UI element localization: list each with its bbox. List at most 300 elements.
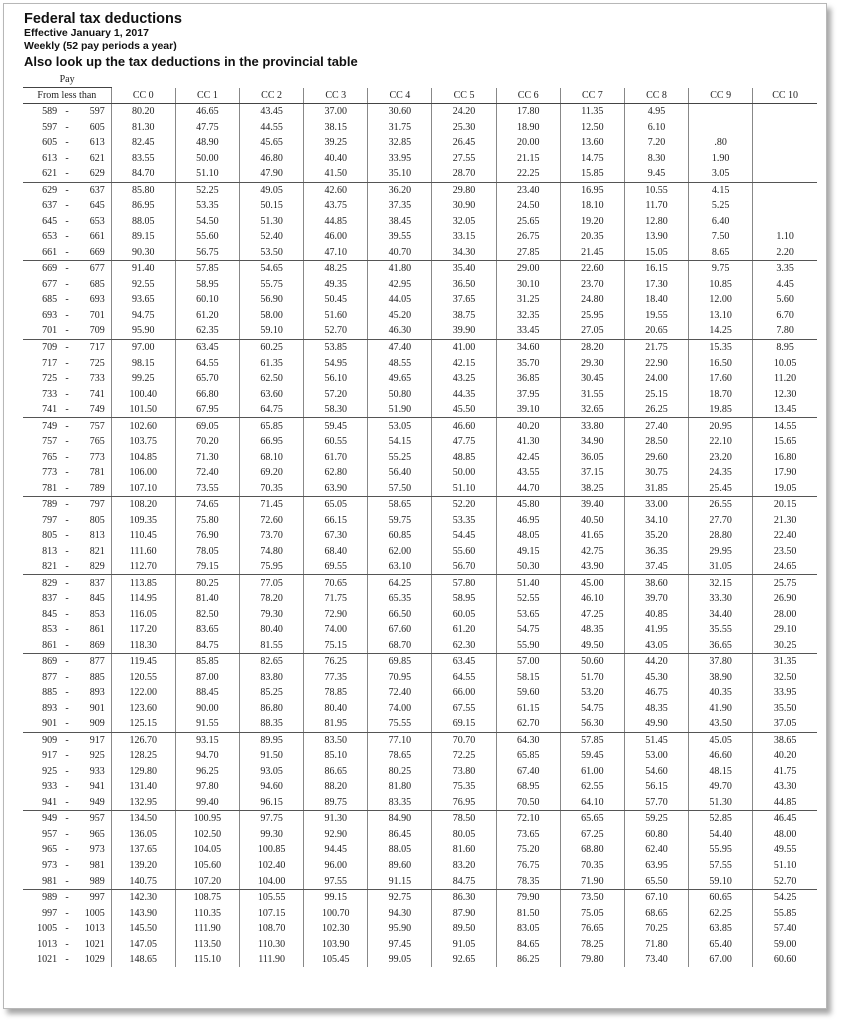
range-separator: - [65, 671, 69, 683]
deduction-cell-cc0: 88.05 [111, 214, 175, 230]
range-separator: - [65, 765, 69, 777]
table-row [23, 229, 817, 245]
deduction-cell-cc8: 12.80 [624, 214, 688, 230]
range-separator: - [65, 923, 69, 935]
deduction-cell-cc7: 39.40 [560, 496, 624, 512]
deduction-cell-cc1: 73.55 [175, 480, 239, 496]
deduction-cell-cc9: 37.80 [689, 654, 753, 670]
pay-from-cell: 645 [42, 215, 58, 227]
deduction-cell-cc4: 91.15 [368, 873, 432, 889]
deduction-cell-cc0: 93.65 [111, 292, 175, 308]
pay-from-cell: 1021 [37, 954, 58, 966]
pay-from-cell: 981 [23, 873, 59, 889]
deduction-cell-cc7: 41.65 [560, 528, 624, 544]
deduction-cell-cc8: 40.85 [624, 607, 688, 623]
pay-from-cell: 941 [23, 795, 59, 811]
pay-from-cell: 909 [42, 734, 58, 746]
deduction-cell-cc5: 44.35 [432, 386, 496, 402]
pay-less-than-cell: 709 [75, 323, 111, 339]
table-row [23, 701, 817, 717]
deduction-cell-cc0: 126.70 [111, 732, 175, 748]
deduction-cell-cc10: 14.55 [753, 418, 817, 434]
deduction-cell-cc6: 36.85 [496, 371, 560, 387]
deduction-cell-cc6: 45.80 [496, 496, 560, 512]
deduction-cell-cc9: 57.55 [689, 858, 753, 874]
deduction-cell-cc5: 33.15 [432, 229, 496, 245]
deduction-cell-cc5: 45.50 [432, 402, 496, 418]
deduction-cell-cc9: 32.15 [689, 575, 753, 591]
deduction-cell-cc0: 81.30 [111, 120, 175, 136]
deduction-cell-cc7: 49.50 [560, 638, 624, 654]
deduction-cell-cc6: 83.05 [496, 921, 560, 937]
deduction-cell-cc6: 32.35 [496, 308, 560, 324]
pay-from-cell: 765 [42, 451, 58, 463]
range-separator: - [65, 467, 69, 479]
deduction-cell-cc9: 40.35 [689, 685, 753, 701]
column-header-cc10: CC 10 [753, 88, 817, 104]
deduction-cell-cc1: 55.60 [175, 229, 239, 245]
deduction-cell-cc3: 85.10 [304, 748, 368, 764]
deduction-cell-cc1: 83.65 [175, 622, 239, 638]
table-row [23, 402, 817, 418]
deduction-cell-cc9: 65.40 [689, 936, 753, 952]
deduction-cell-cc0: 116.05 [111, 607, 175, 623]
deduction-cell-cc10: 23.50 [753, 543, 817, 559]
pay-from-cell: 1013 [37, 938, 58, 950]
table-row [23, 120, 817, 136]
deduction-cell-cc6: 33.45 [496, 323, 560, 339]
pay-less-than-cell: 1013 [84, 923, 105, 935]
deduction-cell-cc5: 51.10 [432, 480, 496, 496]
pay-from-cell: 861 [23, 638, 59, 654]
deduction-cell-cc5: 36.50 [432, 277, 496, 293]
deduction-cell-cc7: 32.65 [560, 402, 624, 418]
deduction-cell-cc0: 101.50 [111, 402, 175, 418]
deduction-cell-cc9: 45.05 [689, 732, 753, 748]
deduction-cell-cc6: 75.20 [496, 842, 560, 858]
range-separator: - [65, 593, 69, 605]
deduction-cell-cc3: 92.90 [304, 827, 368, 843]
deduction-cell-cc10: 44.85 [753, 795, 817, 811]
deduction-cell-cc6: 65.85 [496, 748, 560, 764]
deduction-cell-cc4: 74.00 [368, 701, 432, 717]
deduction-cell-cc0: 131.40 [111, 779, 175, 795]
deduction-cell-cc2: 62.50 [240, 371, 304, 387]
table-row [23, 371, 817, 387]
deduction-cell-cc8: 63.95 [624, 858, 688, 874]
pay-less-than-cell: 821 [89, 545, 105, 557]
deduction-cell-cc9: 33.30 [689, 591, 753, 607]
deduction-cell-cc2: 51.30 [240, 214, 304, 230]
pay-less-than-cell: 885 [89, 671, 105, 683]
deduction-cell-cc8: 57.70 [624, 795, 688, 811]
deduction-cell-cc4: 55.25 [368, 449, 432, 465]
deduction-cell-cc2: 107.15 [240, 905, 304, 921]
pay-from-cell: 1005 [37, 923, 58, 935]
deduction-cell-cc1: 48.90 [175, 135, 239, 151]
deduction-cell-cc10: 12.30 [753, 386, 817, 402]
table-row [23, 480, 817, 496]
range-separator: - [65, 215, 69, 227]
pay-less-than-cell: 861 [89, 624, 105, 636]
deduction-cell-cc10: 51.10 [753, 858, 817, 874]
deduction-cell-cc9: 18.70 [689, 386, 753, 402]
deduction-cell-cc4: 84.90 [368, 811, 432, 827]
deduction-cell-cc8: 8.30 [624, 151, 688, 167]
deduction-cell-cc10: 38.65 [753, 732, 817, 748]
deduction-cell-cc7: 46.10 [560, 591, 624, 607]
deduction-cell-cc5: 30.90 [432, 198, 496, 214]
pay-from-cell: 717 [42, 357, 58, 369]
deduction-cell-cc5: 48.85 [432, 449, 496, 465]
deduction-cell-cc7: 76.65 [560, 921, 624, 937]
deduction-cell-cc5: 60.05 [432, 607, 496, 623]
deduction-cell-cc9: 23.20 [689, 449, 753, 465]
pay-less-than-cell: 605 [89, 121, 105, 133]
table-row [23, 104, 817, 120]
pay-less-than-cell: 989 [75, 873, 111, 889]
deduction-cell-cc10: 8.95 [753, 339, 817, 355]
pay-less-than-cell: 853 [89, 608, 105, 620]
deduction-cell-cc1: 56.75 [175, 245, 239, 261]
pay-less-than-cell: 725 [89, 357, 105, 369]
table-row [23, 873, 817, 889]
deduction-cell-cc9: 19.85 [689, 402, 753, 418]
pay-less-than-cell: 981 [89, 860, 105, 871]
pay-from-cell: 973 [42, 860, 58, 871]
deduction-cell-cc7: 56.30 [560, 716, 624, 732]
deduction-cell-cc10: 2.20 [753, 245, 817, 261]
deduction-cell-cc5: 46.60 [432, 418, 496, 434]
deduction-cell-cc4: 57.50 [368, 480, 432, 496]
deduction-cell-cc10: 11.20 [753, 371, 817, 387]
deduction-cell-cc1: 51.10 [175, 166, 239, 182]
pay-from-cell: 709 [42, 341, 58, 353]
deduction-cell-cc10: 29.10 [753, 622, 817, 638]
deduction-cell-cc2: 44.55 [240, 120, 304, 136]
pay-from-cell: 901 [23, 716, 59, 732]
deduction-cell-cc5: 26.45 [432, 135, 496, 151]
deduction-cell-cc10 [753, 120, 817, 136]
pay-less-than-cell: 877 [89, 656, 105, 668]
deduction-cell-cc7: 31.55 [560, 386, 624, 402]
deduction-cell-cc5: 73.80 [432, 764, 496, 780]
deduction-cell-cc9: 22.10 [689, 434, 753, 450]
deduction-cell-cc6: 17.80 [496, 104, 560, 120]
deduction-cell-cc6: 51.40 [496, 575, 560, 591]
deduction-cell-cc9: 6.40 [689, 214, 753, 230]
deduction-cell-cc1: 85.85 [175, 654, 239, 670]
deduction-cell-cc2: 81.55 [240, 638, 304, 654]
deduction-cell-cc7: 57.85 [560, 732, 624, 748]
deduction-cell-cc2: 53.50 [240, 245, 304, 261]
table-row [23, 811, 817, 827]
deduction-cell-cc7: 15.85 [560, 166, 624, 182]
range-separator: - [65, 152, 69, 164]
deduction-cell-cc3: 66.15 [304, 512, 368, 528]
deduction-cell-cc6: 64.30 [496, 732, 560, 748]
deduction-cell-cc10: 59.00 [753, 936, 817, 952]
deduction-cell-cc9: 10.85 [689, 277, 753, 293]
table-row [23, 795, 817, 811]
deduction-cell-cc8: 24.00 [624, 371, 688, 387]
deduction-cell-cc7: 48.35 [560, 622, 624, 638]
pay-less-than-cell: 837 [89, 577, 105, 589]
deduction-cell-cc0: 91.40 [111, 261, 175, 277]
table-row [23, 323, 817, 339]
pay-from-cell: 693 [42, 309, 58, 321]
deduction-cell-cc0: 139.20 [111, 858, 175, 874]
pay-from-cell: 949 [42, 813, 58, 825]
deduction-cell-cc9: 27.70 [689, 512, 753, 528]
deduction-cell-cc2: 61.35 [240, 355, 304, 371]
pay-from-cell: 701 [23, 323, 59, 339]
deduction-cell-cc3: 83.50 [304, 732, 368, 748]
pay-less-than-cell: 1029 [84, 954, 105, 966]
deduction-cell-cc8: 56.15 [624, 779, 688, 795]
deduction-cell-cc7: 42.75 [560, 543, 624, 559]
deduction-cell-cc8: 34.10 [624, 512, 688, 528]
deduction-cell-cc7: 70.35 [560, 858, 624, 874]
deduction-cell-cc1: 72.40 [175, 465, 239, 481]
deduction-cell-cc10: 13.45 [753, 402, 817, 418]
deduction-cell-cc3: 100.70 [304, 905, 368, 921]
pay-less-than-cell: 685 [89, 278, 105, 290]
range-separator: - [65, 231, 69, 243]
deduction-cell-cc4: 41.80 [368, 261, 432, 277]
deduction-cell-cc4: 69.85 [368, 654, 432, 670]
deduction-cell-cc0: 134.50 [111, 811, 175, 827]
deduction-cell-cc9: 20.95 [689, 418, 753, 434]
deduction-cell-cc8: 16.15 [624, 261, 688, 277]
table-row [23, 496, 817, 512]
deduction-cell-cc0: 92.55 [111, 277, 175, 293]
deduction-cell-cc4: 30.60 [368, 104, 432, 120]
deduction-cell-cc9: 5.25 [689, 198, 753, 214]
deduction-cell-cc2: 60.25 [240, 339, 304, 355]
deduction-cell-cc5: 25.30 [432, 120, 496, 136]
deduction-cell-cc2: 58.00 [240, 308, 304, 324]
deduction-cell-cc10: 26.90 [753, 591, 817, 607]
deduction-cell-cc10: 40.20 [753, 748, 817, 764]
deduction-cell-cc9: 7.50 [689, 229, 753, 245]
deduction-cell-cc1: 65.70 [175, 371, 239, 387]
pay-less-than-cell: 1005 [84, 907, 105, 919]
range-separator: - [65, 954, 69, 966]
deduction-cell-cc6: 81.50 [496, 905, 560, 921]
deduction-cell-cc4: 33.95 [368, 151, 432, 167]
pay-less-than-cell: 733 [89, 373, 105, 385]
deduction-cell-cc9: 35.55 [689, 622, 753, 638]
deduction-cell-cc1: 113.50 [175, 936, 239, 952]
deduction-cell-cc9 [689, 104, 753, 120]
deduction-cell-cc5: 92.65 [432, 952, 496, 968]
deduction-cell-cc6: 67.40 [496, 764, 560, 780]
pay-less-than-cell: 669 [75, 245, 111, 261]
deduction-cell-cc3: 71.75 [304, 591, 368, 607]
deduction-cell-cc1: 60.10 [175, 292, 239, 308]
deduction-cell-cc4: 51.90 [368, 402, 432, 418]
deduction-cell-cc5: 27.55 [432, 151, 496, 167]
table-row [23, 261, 817, 277]
table-row [23, 889, 817, 905]
column-header-cc6: CC 6 [496, 88, 560, 104]
pay-less-than-cell: 845 [89, 593, 105, 605]
deduction-cell-cc0: 107.10 [111, 480, 175, 496]
pay-from-cell: 925 [42, 765, 58, 777]
range-separator: - [65, 436, 69, 448]
deduction-cell-cc10: 41.75 [753, 764, 817, 780]
table-body [23, 104, 817, 968]
pay-less-than-cell: 741 [89, 388, 105, 400]
deduction-cell-cc10: 60.60 [753, 952, 817, 968]
deduction-cell-cc0: 147.05 [111, 936, 175, 952]
table-row [23, 842, 817, 858]
deduction-cell-cc3: 69.55 [304, 559, 368, 575]
deduction-cell-cc4: 31.75 [368, 120, 432, 136]
deduction-cell-cc4: 62.00 [368, 543, 432, 559]
deduction-cell-cc8: 54.60 [624, 764, 688, 780]
pay-less-than-cell: 949 [75, 795, 111, 811]
deduction-cell-cc6: 78.35 [496, 873, 560, 889]
deduction-cell-cc5: 72.25 [432, 748, 496, 764]
table-row [23, 277, 817, 293]
deduction-cell-cc0: 99.25 [111, 371, 175, 387]
deduction-cell-cc1: 79.15 [175, 559, 239, 575]
deduction-cell-cc4: 47.40 [368, 339, 432, 355]
deduction-cell-cc10: 3.35 [753, 261, 817, 277]
deduction-cell-cc1: 99.40 [175, 795, 239, 811]
pay-less-than-cell: 621 [89, 152, 105, 164]
deduction-cell-cc10: 6.70 [753, 308, 817, 324]
deduction-cell-cc5: 41.00 [432, 339, 496, 355]
range-separator: - [65, 309, 69, 321]
deduction-cell-cc0: 94.75 [111, 308, 175, 324]
deduction-cell-cc5: 24.20 [432, 104, 496, 120]
table-row [23, 779, 817, 795]
deduction-cell-cc8: 51.45 [624, 732, 688, 748]
deduction-cell-cc0: 86.95 [111, 198, 175, 214]
table-row [23, 465, 817, 481]
pay-less-than-cell: 613 [89, 137, 105, 149]
deduction-cell-cc3: 76.25 [304, 654, 368, 670]
deduction-cell-cc6: 29.00 [496, 261, 560, 277]
pay-from-cell: 653 [42, 231, 58, 243]
deduction-cell-cc3: 96.00 [304, 858, 368, 874]
deduction-cell-cc10: 43.30 [753, 779, 817, 795]
deduction-cell-cc6: 86.25 [496, 952, 560, 968]
range-separator: - [59, 638, 75, 654]
deduction-cell-cc8: 25.15 [624, 386, 688, 402]
deduction-cell-cc10 [753, 214, 817, 230]
deduction-cell-cc8: 39.70 [624, 591, 688, 607]
pay-less-than-cell: 677 [89, 263, 105, 275]
deduction-cell-cc0: 82.45 [111, 135, 175, 151]
deduction-cell-cc0: 128.25 [111, 748, 175, 764]
deduction-cell-cc7: 18.10 [560, 198, 624, 214]
deduction-cell-cc7: 64.10 [560, 795, 624, 811]
table-row [23, 827, 817, 843]
pay-from-cell: 637 [42, 200, 58, 212]
deduction-cell-cc9: 59.10 [689, 873, 753, 889]
deduction-cell-cc5: 47.75 [432, 434, 496, 450]
deduction-cell-cc3: 59.45 [304, 418, 368, 434]
deduction-cell-cc1: 61.20 [175, 308, 239, 324]
deduction-cell-cc7: 54.75 [560, 701, 624, 717]
pay-less-than-cell: 789 [75, 480, 111, 496]
deduction-cell-cc3: 102.30 [304, 921, 368, 937]
deduction-cell-cc2: 66.95 [240, 434, 304, 450]
pay-from-cell: 669 [42, 263, 58, 275]
deduction-cell-cc2: 69.20 [240, 465, 304, 481]
deduction-cell-cc4: 86.45 [368, 827, 432, 843]
range-separator: - [65, 530, 69, 542]
deduction-cell-cc3: 57.20 [304, 386, 368, 402]
deduction-cell-cc9: 29.95 [689, 543, 753, 559]
deduction-cell-cc9: 43.50 [689, 716, 753, 732]
deduction-cell-cc5: 57.80 [432, 575, 496, 591]
deduction-cell-cc9: 67.00 [689, 952, 753, 968]
deduction-cell-cc8: 4.95 [624, 104, 688, 120]
pay-less-than-cell: 757 [89, 420, 105, 432]
pay-less-than-cell: 925 [89, 750, 105, 762]
range-separator: - [65, 656, 69, 668]
deduction-cell-cc4: 32.85 [368, 135, 432, 151]
deduction-cell-cc1: 107.20 [175, 873, 239, 889]
deduction-cell-cc1: 64.55 [175, 355, 239, 371]
deduction-cell-cc2: 54.65 [240, 261, 304, 277]
range-separator: - [65, 624, 69, 636]
pay-from-cell: 869 [42, 656, 58, 668]
deduction-cell-cc6: 70.50 [496, 795, 560, 811]
deduction-cell-cc9: 26.55 [689, 496, 753, 512]
pay-from-cell: 917 [42, 750, 58, 762]
deduction-cell-cc0: 100.40 [111, 386, 175, 402]
deduction-cell-cc10: 15.65 [753, 434, 817, 450]
deduction-cell-cc5: 38.75 [432, 308, 496, 324]
deduction-cell-cc9: 1.90 [689, 151, 753, 167]
range-separator: - [59, 559, 75, 575]
deduction-cell-cc4: 48.55 [368, 355, 432, 371]
deduction-cell-cc8: 9.45 [624, 166, 688, 182]
deduction-cell-cc1: 80.25 [175, 575, 239, 591]
deduction-cell-cc3: 70.65 [304, 575, 368, 591]
deduction-cell-cc1: 71.30 [175, 449, 239, 465]
deduction-cell-cc3: 81.95 [304, 716, 368, 732]
deduction-cell-cc3: 47.10 [304, 245, 368, 261]
deduction-cell-cc3: 43.75 [304, 198, 368, 214]
deduction-cell-cc1: 111.90 [175, 921, 239, 937]
deduction-cell-cc3: 41.50 [304, 166, 368, 182]
deduction-cell-cc6: 23.40 [496, 182, 560, 198]
deduction-cell-cc2: 85.25 [240, 685, 304, 701]
deduction-cell-cc0: 117.20 [111, 622, 175, 638]
pay-from-cell: 805 [42, 530, 58, 542]
deduction-cell-cc7: 34.90 [560, 434, 624, 450]
deduction-cell-cc5: 83.20 [432, 858, 496, 874]
deduction-cell-cc8: 29.60 [624, 449, 688, 465]
deduction-cell-cc10 [753, 198, 817, 214]
deduction-cell-cc2: 88.35 [240, 716, 304, 732]
table-row [23, 214, 817, 230]
deduction-cell-cc4: 77.10 [368, 732, 432, 748]
deduction-cell-cc10: 19.05 [753, 480, 817, 496]
pay-from-cell: 781 [23, 480, 59, 496]
deduction-cell-cc7: 61.00 [560, 764, 624, 780]
table-row [23, 559, 817, 575]
deduction-cell-cc2: 45.65 [240, 135, 304, 151]
deduction-cell-cc1: 105.60 [175, 858, 239, 874]
